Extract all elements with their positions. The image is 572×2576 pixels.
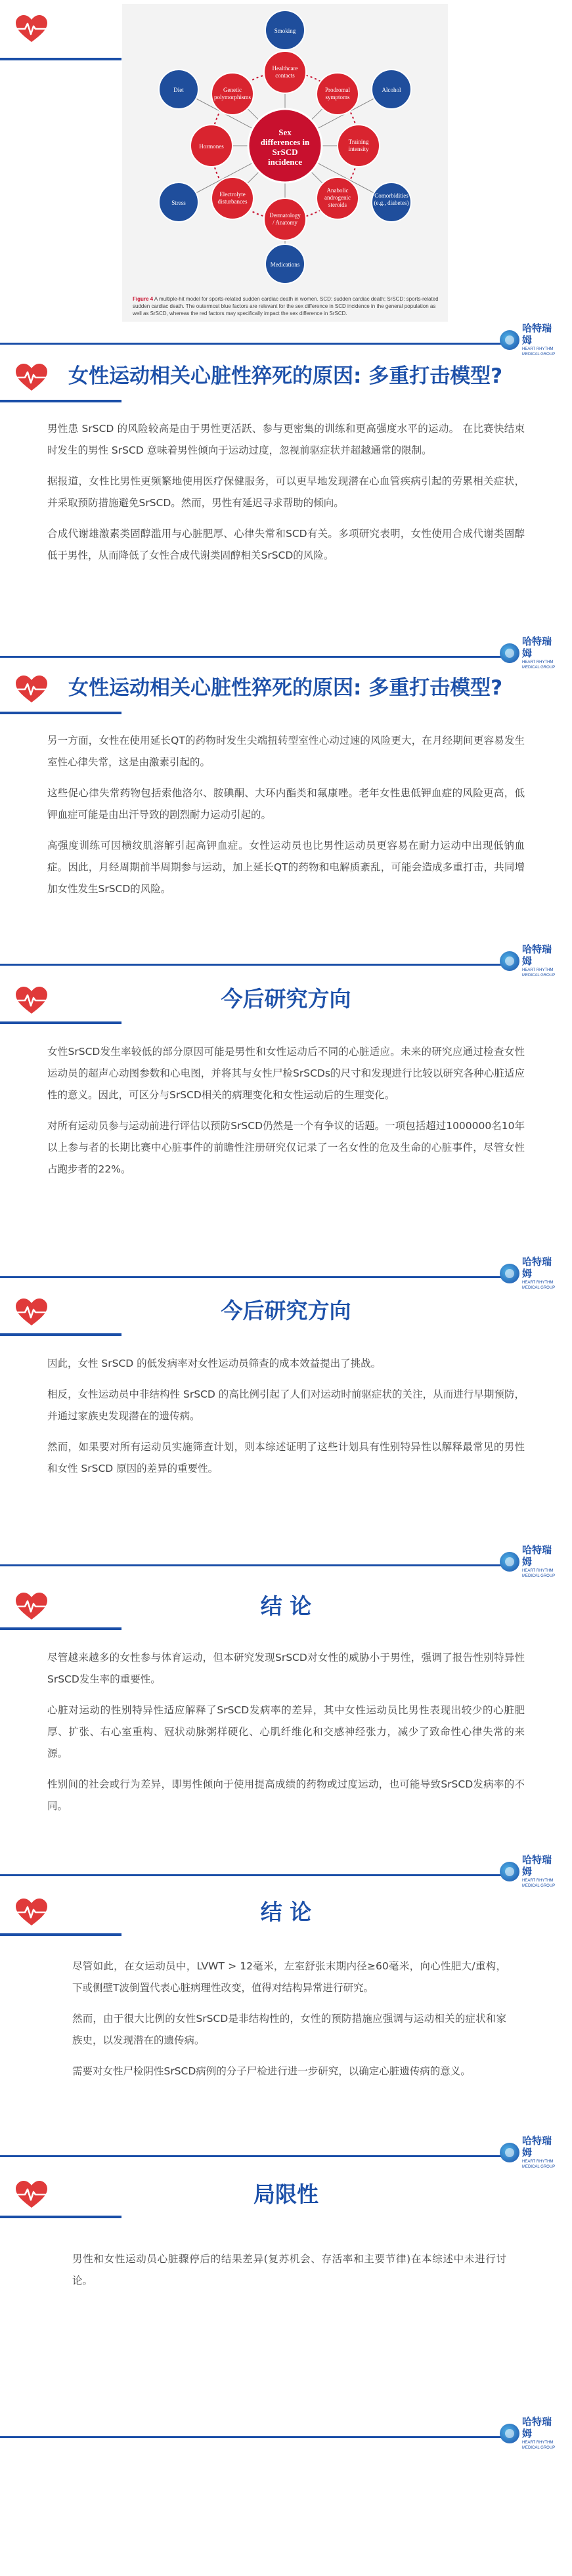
section-footer bbox=[0, 1253, 572, 1289]
figure-diagram bbox=[122, 4, 448, 293]
section-title: 结 论 bbox=[260, 1593, 312, 1619]
paragraph: 对所有运动员参与运动前进行评估以预防SrSCD仍然是一个有争议的话题。一项包括超过1000000名10年以上参与者的长期比赛中心脏事件的前瞻性注册研究仅记录了一名女性的危及生命的心脏事件，尽管女性占跑步者的22%。 bbox=[47, 1120, 525, 1175]
heart-pulse-icon bbox=[14, 986, 49, 1015]
section-title: 局限性 bbox=[253, 2181, 319, 2207]
section-title: 女性运动相关心脏性猝死的原因: 多重打击模型? bbox=[68, 676, 503, 700]
brand-mark-icon bbox=[500, 643, 519, 663]
svg-text:Healthcare: Healthcare bbox=[272, 65, 298, 72]
brand-logo bbox=[500, 1256, 560, 1290]
brand-mark-icon bbox=[500, 1862, 519, 1881]
svg-text:contacts: contacts bbox=[275, 72, 295, 79]
brand-name: 哈特瑞姆 bbox=[522, 1545, 552, 1568]
svg-text:androgenic: androgenic bbox=[324, 194, 351, 201]
section-7 bbox=[0, 2170, 572, 2465]
brand-mark-icon bbox=[500, 330, 519, 350]
svg-text:disturbances: disturbances bbox=[217, 198, 248, 205]
paragraph: 据报道，女性比男性更频繁地使用医疗保健服务，可以更早地发现潜在心血管疾病引起的劳累相关症状，并采取预防措施避免SrSCD。然而，男性有延迟寻求帮助的倾向。 bbox=[47, 475, 525, 509]
svg-text:differences in: differences in bbox=[260, 137, 310, 147]
paragraph: 尽管越来越多的女性参与体育运动，但本研究发现SrSCD对女性的威胁小于男性，强调了报告性别特异性SrSCD发生率的重要性。 bbox=[47, 1652, 525, 1685]
header-accent-line bbox=[0, 1021, 121, 1024]
header-accent-line bbox=[0, 1333, 121, 1336]
section-title: 今后研究方向 bbox=[221, 1298, 351, 1323]
brand-mark-icon bbox=[500, 951, 519, 971]
section-5 bbox=[0, 1579, 572, 1887]
section-footer bbox=[0, 940, 572, 977]
section-title: 结 论 bbox=[260, 1899, 312, 1925]
paragraph: 因此，女性 SrSCD 的低发病率对女性运动员筛查的成本效益提出了挑战。 bbox=[47, 1358, 382, 1369]
section-body bbox=[47, 418, 525, 567]
section-footer bbox=[0, 2413, 572, 2449]
brand-logo bbox=[500, 944, 560, 977]
paragraph: 心脏对运动的性别特异性适应解释了SrSCD发病率的差异，其中女性运动员比男性表现出较少的心脏肥厚、扩张、右心室重构、冠状动脉粥样硬化、心肌纤维化和交感神经张力，减少了致命性心律失常的来源。 bbox=[47, 1704, 525, 1759]
svg-text:/ Anatomy: / Anatomy bbox=[273, 219, 297, 226]
svg-text:Prodromal: Prodromal bbox=[325, 87, 350, 93]
section-footer bbox=[0, 632, 572, 669]
paragraph: 高强度训练可因横纹肌溶解引起高钾血症。女性运动员也比男性运动员更容易在耐力运动中出现低钠血症。因此，月经周期前半周期参与运动，加上延长QT的药物和电解质紊乱，可能会造成多重打击，共同增加女性发生SrSCD的风险。 bbox=[47, 840, 525, 895]
header-accent-line bbox=[0, 1933, 121, 1936]
header-accent-line bbox=[0, 58, 121, 60]
svg-text:Diet: Diet bbox=[173, 87, 184, 93]
figure-caption-text: A multiple-hit model for sports-related sudden cardiac death in women. SCD: sudden cardiac death; SrSCD: sports-related sudden cardiac death. The outermost blue factors are relevant for the sex difference in SCD incidence in the general population as well as SrSCD, whereas the red factors may specifically impact the sex difference in SrSCD. bbox=[133, 296, 439, 316]
center-label-line1: Sex bbox=[278, 127, 292, 137]
figure-section bbox=[0, 0, 572, 358]
svg-text:Comorbidities: Comorbidities bbox=[374, 192, 408, 199]
brand-logo bbox=[500, 323, 560, 356]
brand-mark-icon bbox=[500, 2143, 519, 2162]
brand-logo bbox=[500, 2416, 560, 2450]
brand-logo bbox=[500, 1547, 560, 1576]
brand-mark-icon bbox=[500, 1264, 519, 1283]
paragraph: 相反，女性运动员中非结构性 SrSCD 的高比例引起了人们对运动时前驱症状的关注，从而进行早期预防，并通过家族史发现潜在的遗传病。 bbox=[47, 1388, 525, 1422]
paragraph: 另一方面，女性在使用延长QT的药物时发生尖端扭转型室性心动过速的风险更大，在月经期间更容易发生室性心律失常，这是由激素引起的。 bbox=[47, 735, 525, 768]
brand-logo bbox=[500, 636, 560, 670]
section-title: 今后研究方向 bbox=[221, 986, 351, 1012]
footer-accent-line bbox=[0, 343, 501, 345]
svg-text:intensity: intensity bbox=[348, 146, 369, 152]
section-footer bbox=[0, 2132, 572, 2168]
brand-tagline: HEART RHYTHM MEDICAL GROUP bbox=[522, 347, 556, 356]
paragraph: 男性和女性运动员心脏骤停后的结果差异(复苏机会、存活率和主要节律)在本综述中未进行讨论。 bbox=[72, 2253, 506, 2286]
section-2 bbox=[0, 670, 572, 978]
brand-name: 哈特瑞姆 bbox=[522, 2416, 552, 2439]
brand-mark-icon bbox=[500, 1552, 519, 1572]
paragraph: 合成代谢雄激素类固醇滥用与心脏肥厚、心律失常和SCD有关。多项研究表明，女性使用合成代谢类固醇低于男性，从而降低了女性合成代谢类固醇相关SrSCD的风险。 bbox=[47, 528, 525, 561]
svg-text:Medications: Medications bbox=[270, 261, 300, 268]
heart-pulse-icon bbox=[14, 1898, 49, 1927]
svg-text:Electrolyte: Electrolyte bbox=[219, 191, 246, 198]
brand-tagline: HEART RHYTHM MEDICAL GROUP bbox=[522, 2441, 556, 2450]
brand-name: 哈特瑞姆 bbox=[522, 2136, 552, 2158]
paragraph: 尽管如此，在女运动员中，LVWT > 12毫米，左室舒张末期内径≥60毫米，向心性肥大/重构，下或侧壁T波倒置代表心脏病理性改变，值得对结构异常进行研究。 bbox=[72, 1960, 506, 1994]
brand-logo bbox=[500, 1857, 560, 1886]
header-accent-line bbox=[0, 1627, 121, 1630]
header-accent-line bbox=[0, 712, 121, 714]
section-3 bbox=[0, 978, 572, 1290]
svg-text:(e.g., diabetes): (e.g., diabetes) bbox=[374, 200, 409, 206]
svg-text:symptoms: symptoms bbox=[325, 94, 350, 100]
svg-text:polymorphisms: polymorphisms bbox=[213, 94, 252, 100]
brand-mark-icon bbox=[500, 2424, 519, 2443]
svg-text:steroids: steroids bbox=[328, 202, 347, 208]
section-title: 女性运动相关心脏性猝死的原因: 多重打击模型? bbox=[68, 364, 503, 388]
footer-accent-line bbox=[0, 1874, 501, 1876]
paragraph: 然而，如果要对所有运动员实施筛查计划，则本综述证明了这些计划具有性别特异性以解释最常见的男性和女性 SrSCD 原因的差异的重要性。 bbox=[47, 1441, 525, 1474]
svg-text:Anabolic: Anabolic bbox=[326, 187, 349, 194]
svg-text:Dermatology: Dermatology bbox=[269, 212, 301, 219]
section-4 bbox=[0, 1290, 572, 1579]
section-body bbox=[72, 2248, 506, 2292]
brand-tagline: HEART RHYTHM MEDICAL GROUP bbox=[522, 968, 556, 977]
brand-tagline: HEART RHYTHM MEDICAL GROUP bbox=[522, 660, 556, 670]
brand-name: 哈特瑞姆 bbox=[522, 944, 552, 967]
footer-accent-line bbox=[0, 2436, 501, 2438]
paragraph: 这些促心律失常药物包括索他洛尔、胺碘酮、大环内酯类和氟康唑。老年女性患低钾血症的风险更高，低钾血症可能是由出汗导致的剧烈耐力运动引起的。 bbox=[47, 787, 525, 821]
header-accent-line bbox=[0, 2216, 121, 2218]
paragraph: 男性患 SrSCD 的风险较高是由于男性更活跃、参与更密集的训练和更高强度水平的运动。 在比赛快结束时发生的男性 SrSCD 意味着男性倾向于运动过度，忽视前驱症状并超越通常的限制。 bbox=[47, 423, 525, 456]
multiple-hit-model-figure bbox=[122, 4, 448, 322]
figure-caption bbox=[133, 295, 440, 317]
section-body bbox=[47, 1041, 525, 1180]
paragraph: 然而，由于很大比例的女性SrSCD是非结构性的，女性的预防措施应强调与运动相关的症状和家族史，以发现潜在的遗传病。 bbox=[72, 2013, 506, 2046]
section-body bbox=[72, 1956, 506, 2082]
footer-accent-line bbox=[0, 656, 501, 658]
heart-pulse-icon bbox=[14, 2180, 49, 2209]
section-body bbox=[47, 1647, 525, 1817]
brand-name: 哈特瑞姆 bbox=[522, 636, 552, 659]
paragraph: 需要对女性尸检阴性SrSCD病例的分子尸检进行进一步研究，以确定心脏遗传病的意义。 bbox=[72, 2065, 471, 2077]
heart-pulse-icon bbox=[14, 675, 49, 704]
brand-tagline: HEART RHYTHM MEDICAL GROUP bbox=[522, 2160, 556, 2169]
paragraph: 女性SrSCD发生率较低的部分原因可能是男性和女性运动后不同的心脏适应。未来的研究应通过检查女性运动员的超声心动图参数和心电图，并将其与女性尸检SrSCDs的尺寸和发现进行比较以研究各种心脏适应性的意义。因此，可区分与SrSCD相关的病理变化和女性运动后的生理变化。 bbox=[47, 1046, 525, 1101]
heart-pulse-icon bbox=[14, 1298, 49, 1327]
heart-pulse-icon bbox=[14, 1592, 49, 1621]
section-footer bbox=[0, 319, 572, 356]
section-6 bbox=[0, 1887, 572, 2170]
brand-tagline: HEART RHYTHM MEDICAL GROUP bbox=[522, 1879, 556, 1888]
heart-pulse-icon bbox=[14, 363, 49, 392]
section-body bbox=[47, 1353, 525, 1480]
brand-name: 哈特瑞姆 bbox=[522, 323, 552, 346]
brand-name: 哈特瑞姆 bbox=[522, 1256, 552, 1279]
section-footer bbox=[0, 1541, 572, 1578]
brand-logo bbox=[500, 2138, 560, 2167]
footer-accent-line bbox=[0, 1564, 501, 1566]
brand-name: 哈特瑞姆 bbox=[522, 1855, 552, 1878]
section-1 bbox=[0, 358, 572, 670]
footer-accent-line bbox=[0, 964, 501, 966]
brand-tagline: HEART RHYTHM MEDICAL GROUP bbox=[522, 1569, 556, 1578]
brand-tagline: HEART RHYTHM MEDICAL GROUP bbox=[522, 1281, 556, 1290]
svg-text:Hormones: Hormones bbox=[199, 143, 224, 150]
header-accent-line bbox=[0, 400, 121, 402]
section-body bbox=[47, 730, 525, 900]
svg-text:Alcohol: Alcohol bbox=[382, 87, 401, 93]
footer-accent-line bbox=[0, 1276, 501, 1278]
heart-pulse-icon bbox=[14, 14, 49, 43]
figure-caption-label: Figure 4 bbox=[133, 296, 154, 302]
svg-text:Genetic: Genetic bbox=[223, 87, 242, 93]
paragraph: 性别间的社会或行为差异，即男性倾向于使用提高成绩的药物或过度运动，也可能导致SrSCD发病率的不同。 bbox=[47, 1778, 525, 1812]
svg-text:SrSCD: SrSCD bbox=[272, 147, 298, 157]
footer-accent-line bbox=[0, 2155, 501, 2157]
svg-text:Training: Training bbox=[348, 139, 369, 145]
svg-text:incidence: incidence bbox=[268, 157, 302, 167]
svg-text:Stress: Stress bbox=[171, 200, 186, 206]
section-footer bbox=[0, 1851, 572, 1887]
svg-text:Smoking: Smoking bbox=[274, 28, 296, 34]
